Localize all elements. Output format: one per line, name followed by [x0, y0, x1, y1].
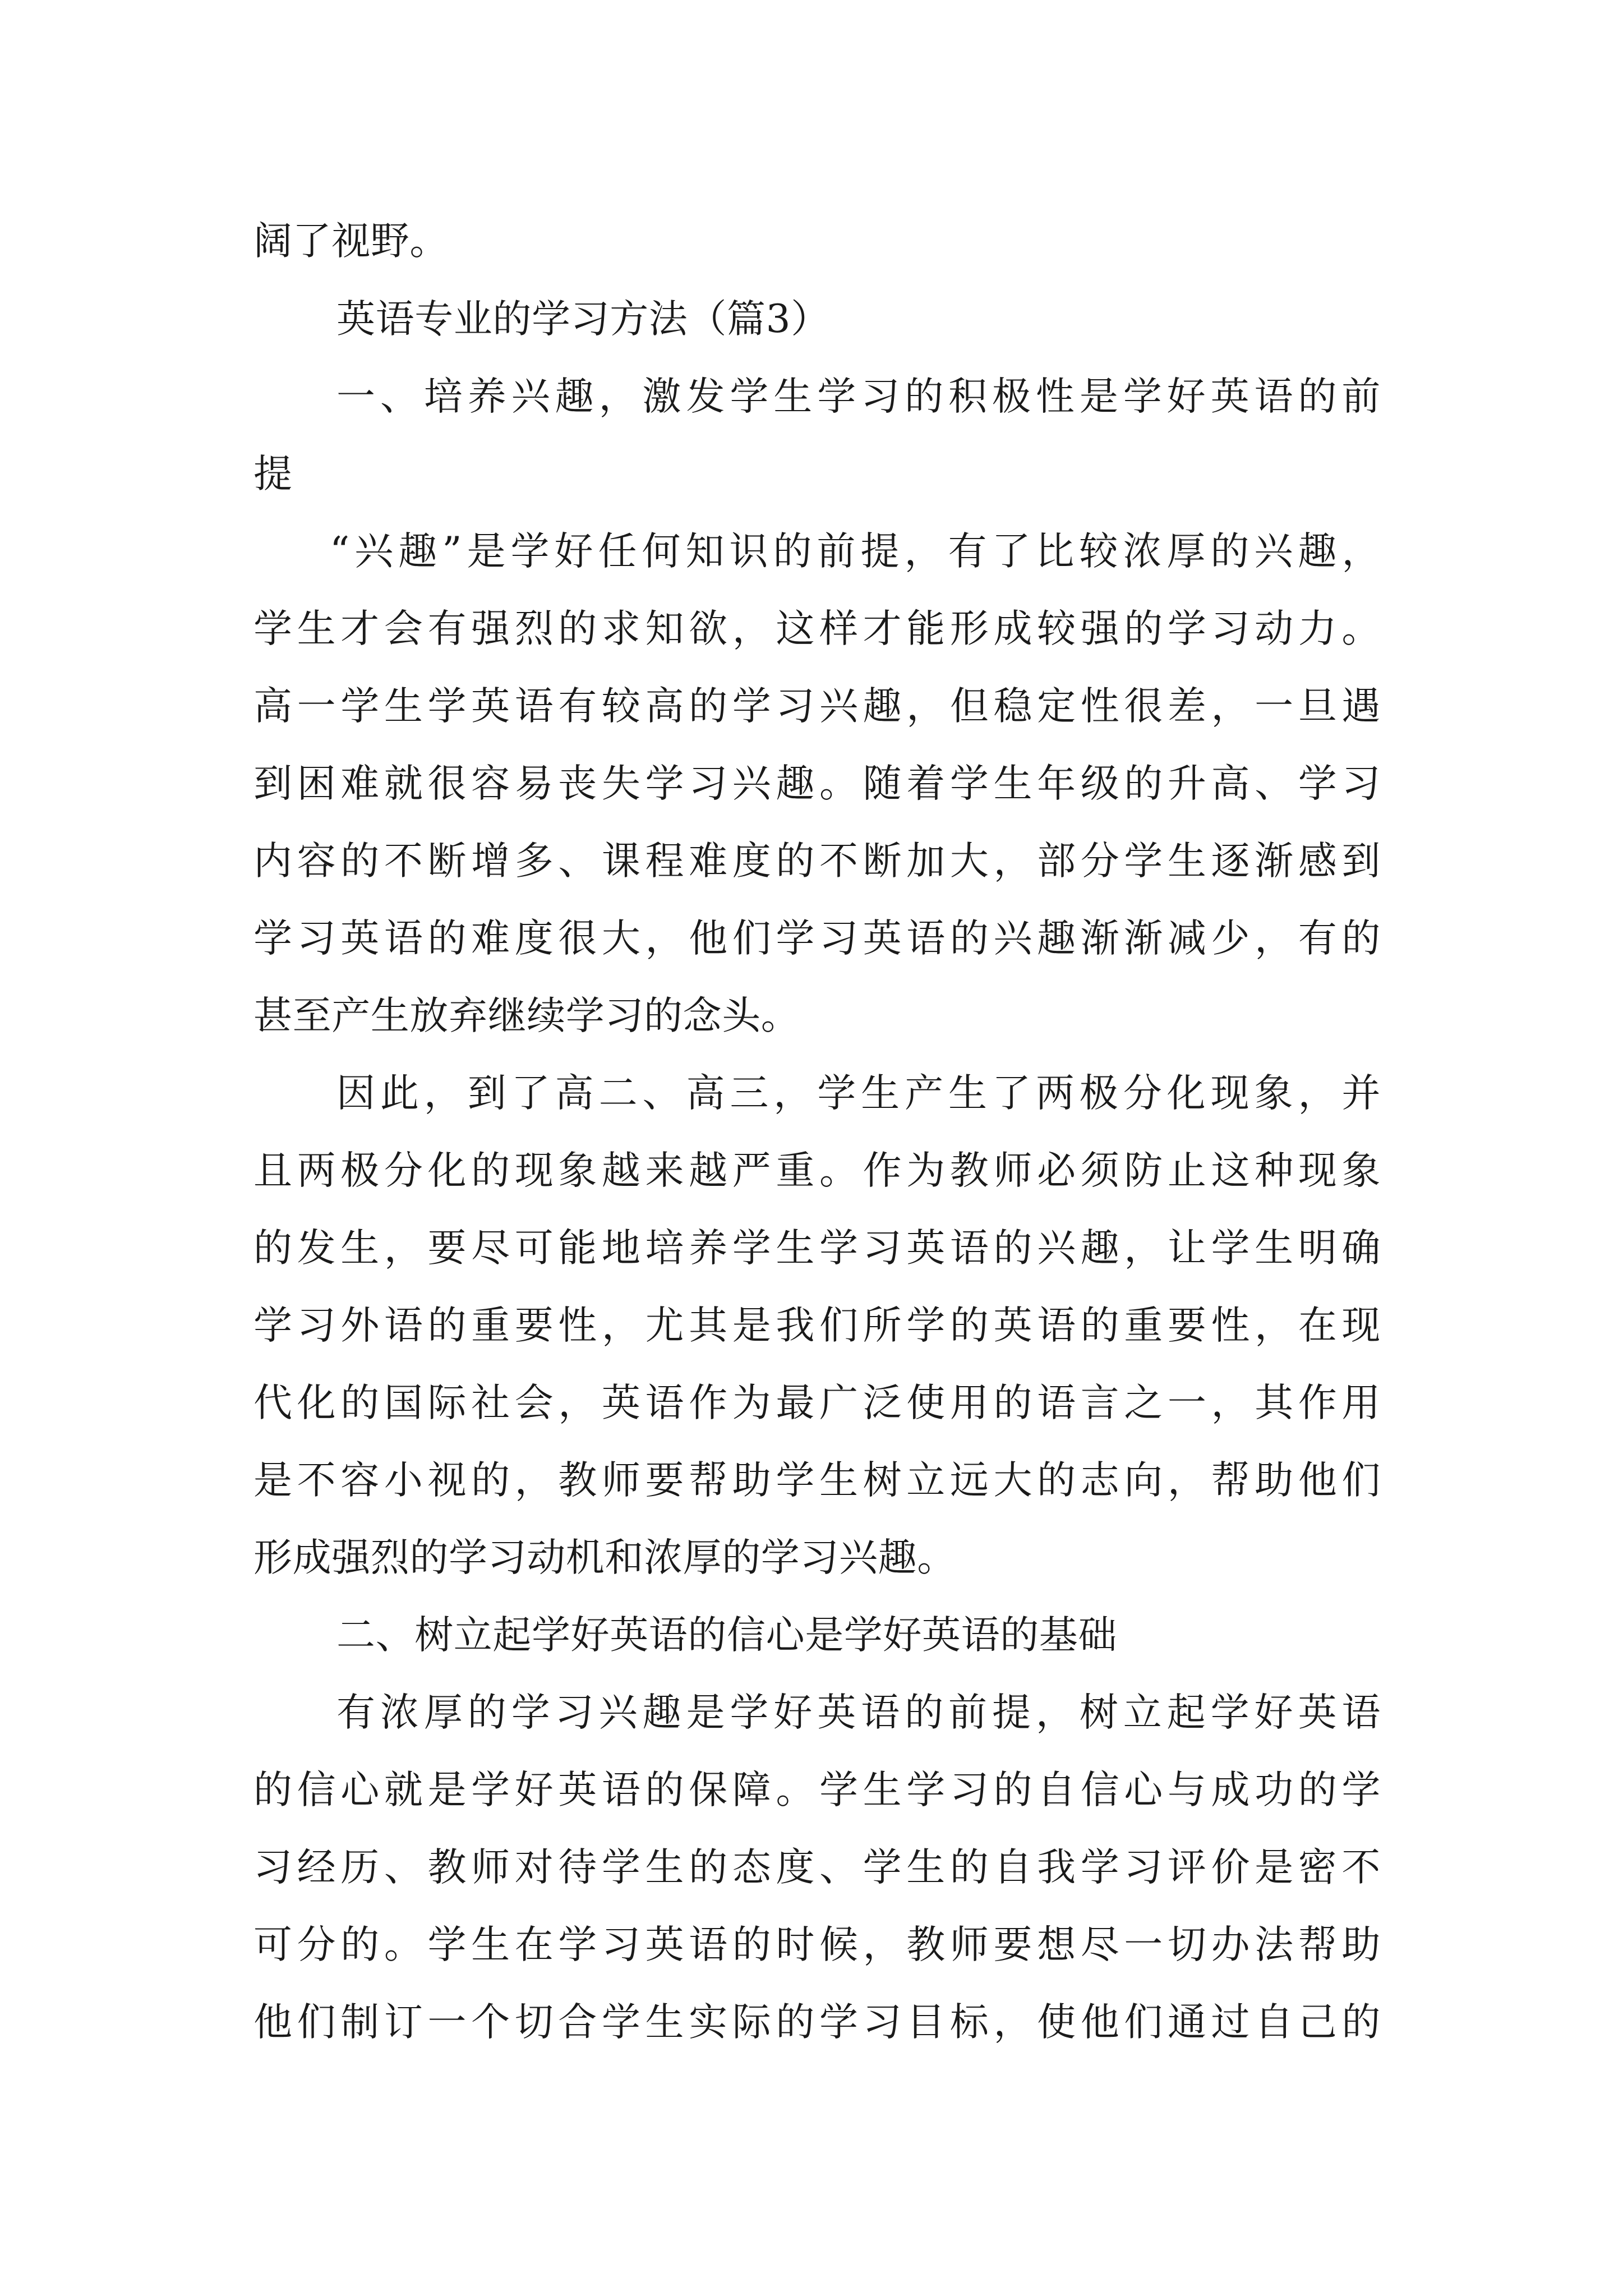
text-line: 因此，到了高二、高三，学生产生了两极分化现象，并: [336, 1071, 1381, 1116]
text-line: 他们制订一个切合学生实际的学习目标，使他们通过自己的: [253, 2000, 1381, 2045]
text-line: 的发生，要尽可能地培养学生学习英语的兴趣，让学生明确: [253, 1226, 1381, 1271]
text-line: 高一学生学英语有较高的学习兴趣，但稳定性很差，一旦遇: [253, 684, 1381, 729]
heading-line: 二、树立起学好英语的信心是学好英语的基础: [336, 1613, 1117, 1658]
text-line: 代化的国际社会，英语作为最广泛使用的语言之一，其作用: [253, 1381, 1381, 1425]
text-line: “兴趣”是学好任何知识的前提，有了比较浓厚的兴趣，: [330, 529, 1381, 574]
heading-line: 一、培养兴趣，激发学生学习的积极性是学好英语的前: [336, 374, 1381, 419]
text-line: 到困难就很容易丧失学习兴趣。随着学生年级的升高、学习: [253, 761, 1381, 806]
section-title: 英语专业的学习方法（篇3）: [336, 297, 830, 342]
text-line: 的信心就是学好英语的保障。学生学习的自信心与成功的学: [253, 1768, 1381, 1812]
text-line: 形成强烈的学习动机和浓厚的学习兴趣。: [253, 1535, 956, 1580]
text-line: 是不容小视的，教师要帮助学生树立远大的志向，帮助他们: [253, 1458, 1381, 1503]
text-line: 甚至产生放弃继续学习的念头。: [253, 993, 800, 1038]
text-line: 可分的。学生在学习英语的时候，教师要想尽一切办法帮助: [253, 1922, 1381, 1967]
text-line: 内容的不断增多、课程难度的不断加大，部分学生逐渐感到: [253, 839, 1381, 884]
text-line: 学习英语的难度很大，他们学习英语的兴趣渐渐减少，有的: [253, 916, 1381, 961]
text-line: 学习外语的重要性，尤其是我们所学的英语的重要性，在现: [253, 1303, 1381, 1348]
text-line: 有浓厚的学习兴趣是学好英语的前提，树立起学好英语: [336, 1690, 1381, 1735]
text-line: 学生才会有强烈的求知欲，这样才能形成较强的学习动力。: [253, 606, 1381, 651]
text-line: 阔了视野。: [253, 219, 449, 264]
text-line: 习经历、教师对待学生的态度、学生的自我学习评价是密不: [253, 1845, 1381, 1890]
text-line: 且两极分化的现象越来越严重。作为教师必须防止这种现象: [253, 1148, 1381, 1193]
heading-line: 提: [253, 452, 293, 496]
